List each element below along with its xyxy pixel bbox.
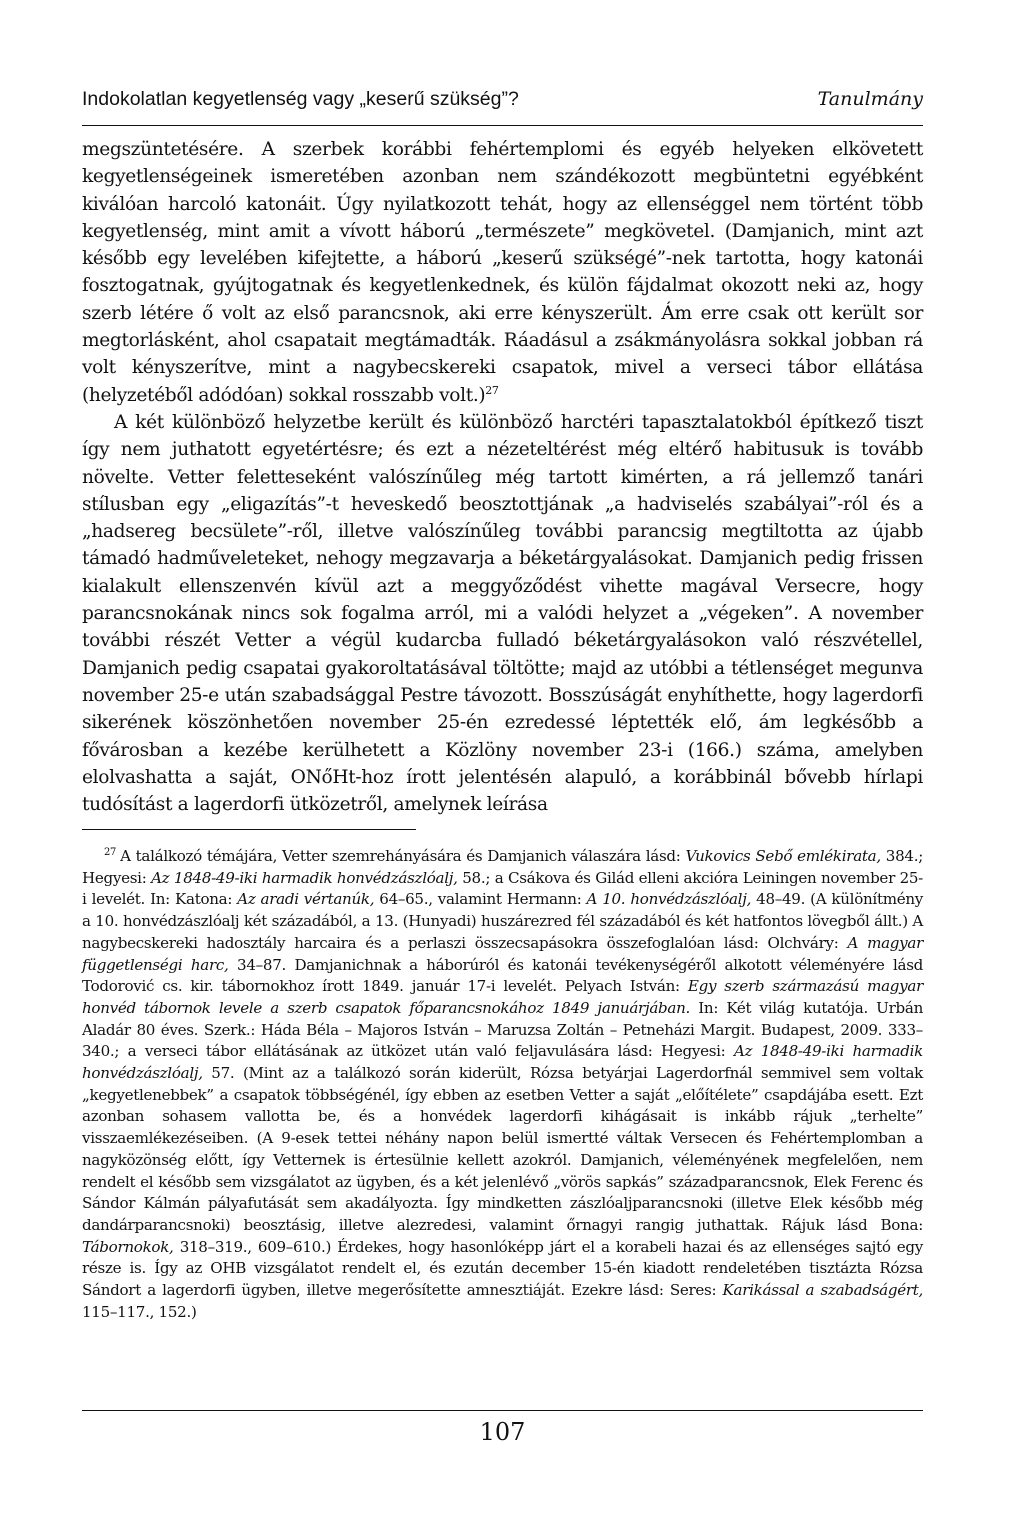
footnote-number: 27: [104, 846, 117, 858]
fn-seg: 34–87. Damjanichnak a háborúról és katonái tevékenységéről alkotott véleményére lásd Todorović cs. kir. tábornokhoz írott 1849. január 17-i levelét. Pelyach István:: [82, 955, 924, 996]
fn-seg: In: Két világ kutatója. Urbán Aladár 80 éves. Szerk.: Háda Béla – Majoros István – Maruzsa Zoltán – Petneházi Margit. Budapest, 2009. 333–340.; a verseci tábor ellátásának az ütközet után való feljavulására lásd: Hegyesi:: [82, 998, 923, 1061]
fn-title: Vukovics Sebő emlékirata,: [685, 847, 881, 865]
paragraph-2: A két különböző helyzetbe került és különböző harctéri tapasztalatokból építkező tiszt így nem juthatott egyetértésre; és ezt a nézeteltérést még eltérő habitusuk is tovább növelte. Vetter feletteseként valószínűleg még tartott kimérten, a rá jellemző tanári stílusban egy „eligazítás”-t heveskedő beosztottjának „a hadviselés szabályai”-ról és a „hadsereg becsülete”-ről, illetve valószínűleg további parancsig megtiltotta az újabb támadó hadműveleteket, nehogy megzavarja a béketárgyalásokat. Damjanich pedig frissen kialakult ellenszenvén kívül azt a meggyőződést vihette magával Versecre, hogy parancsnokának nincs sok fogalma arról, mi a valódi helyzet a „végeken”. A november további részét Vetter a végül kudarcba fulladó béketárgyalásokon való részvétellel, Damjanich pedig csapatai gyakoroltatásával töltötte; majd az utóbbi a tétlenséget megunva november 25-e után szabadsággal Pestre távozott. Bosszúságát enyhíthette, hogy lagerdorfi sikerének köszönhetően november 25-én ezredessé léptették elő, ám legkésőbb a fővárosban a kezébe kerülhetett a Közlöny november 23-i (166.) száma, amelyben elolvashatta a saját, ONőHt-hoz írott jelentésén alapuló, a korábbinál bővebb hírlapi tudósítást a lagerdorfi ütközetről, amelynek leírása: [82, 411, 923, 816]
fn-seg: 48–49. (A különítmény a 10. honvédzászlóalj két századából, a 13. (Hunyadi) huszárezred fél századából és két hatfontos lövegből állt.) A nagybecskereki hadosztály harcaira és a perlaszi összecsapásokra összefoglalóan lásd: Olchváry:: [82, 890, 924, 952]
fn-seg: 384.; Hegyesi:: [82, 847, 923, 887]
fn-title: Az aradi vértanúk,: [237, 890, 375, 909]
header-divider: [82, 125, 923, 126]
fn-seg: 58.; a Csákova és Gilád elleni akcióra Leiningen november 25-i levelét. In: Katona:: [82, 868, 923, 909]
footnote-27: [82, 846, 923, 1323]
running-title: Indokolatlan kegyetlenség vagy „keserű szükség”?: [82, 88, 519, 110]
page-number: 107: [479, 1418, 526, 1446]
fn-title: Karikással a szabadságért,: [722, 1281, 924, 1300]
footer-divider: [82, 1410, 923, 1411]
fn-seg: 64–65., valamint Hermann:: [374, 890, 587, 909]
fn-title: A 10. honvédzászlóalj,: [586, 890, 752, 909]
footnote-ref-27: 27: [485, 383, 499, 397]
fn-seg: 57. (Mint az a találkozó során kiderült, Rózsa betyárjai Lagerdorfnál semmivel sem voltak „kegyetlenebbek” a csapatok többségénél, így ebben az esetben Vetter a saját „előítélete” csapdájába esett. Ezt azonban sohasem vallotta be, és a honvédek lagerdorfi kihágásait is inkább rájuk „terhelte” visszaemlékezéseiben. (A 9-esek tettei néhány napon belül ismertté váltak Versecen és Fehértemplomban a nagyközönség előtt, így Vetternek is értesülnie kellett azokról. Damjanich, véleményének megfelelően, nem rendelt el később sem vizsgálatot az ügyben, és a két jelenlévő „vörös sapkás” századparancsnok, Elek Ferenc és Sándor Kálmán pályafutását sem akadályozta. Így mindketten zászlóaljparancsnoki (illetve Elek később még dandárparancsnoki) beosztásig, illetve alezredesi, valamint őrnagyi rangig juthattak. Rájuk lásd Bona:: [82, 1064, 923, 1234]
main-text: [82, 136, 923, 818]
paragraph-1-text: megszüntetésére. A szerbek korábbi fehértemplomi és egyéb helyeken elkövetett kegyetlenségeinek ismeretében azonban nem szándékozott megbüntetni egyébként kiválóan harcoló katonáit. Úgy nyilatkozott tehát, hogy az ellenséggel nem történt több kegyetlenség, mint amit a vívott háború „természete” megkövetel. (Damjanich, mint azt később egy levelében kifejtette, a háború „keserű szükségé”-nek tartotta, hogy katonái fosztogatnak, gyújtogatnak és kegyetlenkednek, és külön fájdalmat okozott neki az, hogy szerb létére ő volt az első parancsnok, aki erre kényszerült. Ám erre csak ott került sor megtorlásként, ahol csapatait megtámadták. Ráadásul a zsákmányolásra sokkal jobban rá volt kényszerítve, mint a nagybecskereki csapatok, mivel a verseci tábor ellátása (helyzetéből adódóan) sokkal rosszabb volt.): [82, 139, 923, 406]
fn-title: Az 1848-49-iki harmadik honvédzászlóalj,: [82, 1042, 923, 1083]
footnote-divider: [82, 829, 416, 830]
running-header: [82, 88, 923, 118]
section-label: Tanulmány: [817, 88, 923, 110]
fn-seg: 318–319., 609–610.) Érdekes, hogy hasonlóképp járt el a korabeli hazai és az ellenséges sajtó egy része is. Így az OHB vizsgálatot rendelt el, és ezután december 15-én kiadott rendeletében tisztázta Rózsa Sándort a lagerdorfi ügyben, illetve megerősítette amnesztiáját. Ezekre lásd: Seres:: [82, 1237, 923, 1300]
footnote-text: [82, 846, 923, 1323]
fn-title: Tábornokok,: [82, 1237, 174, 1256]
fn-title: Az 1848-49-iki harmadik honvédzászlóalj,: [151, 868, 458, 887]
fn-title: Egy szerb származású magyar honvéd tábornok levele a szerb csapatok főparancsnokához 1849 januárjában.: [82, 977, 923, 1017]
fn-seg: 115–117., 152.): [82, 1302, 197, 1321]
paragraph-1: [82, 136, 923, 409]
fn-title: A magyar függetlenségi harc,: [82, 933, 924, 974]
fn-seg: A találkozó témájára, Vetter szemrehányására és Damjanich válaszára lásd:: [120, 847, 686, 865]
